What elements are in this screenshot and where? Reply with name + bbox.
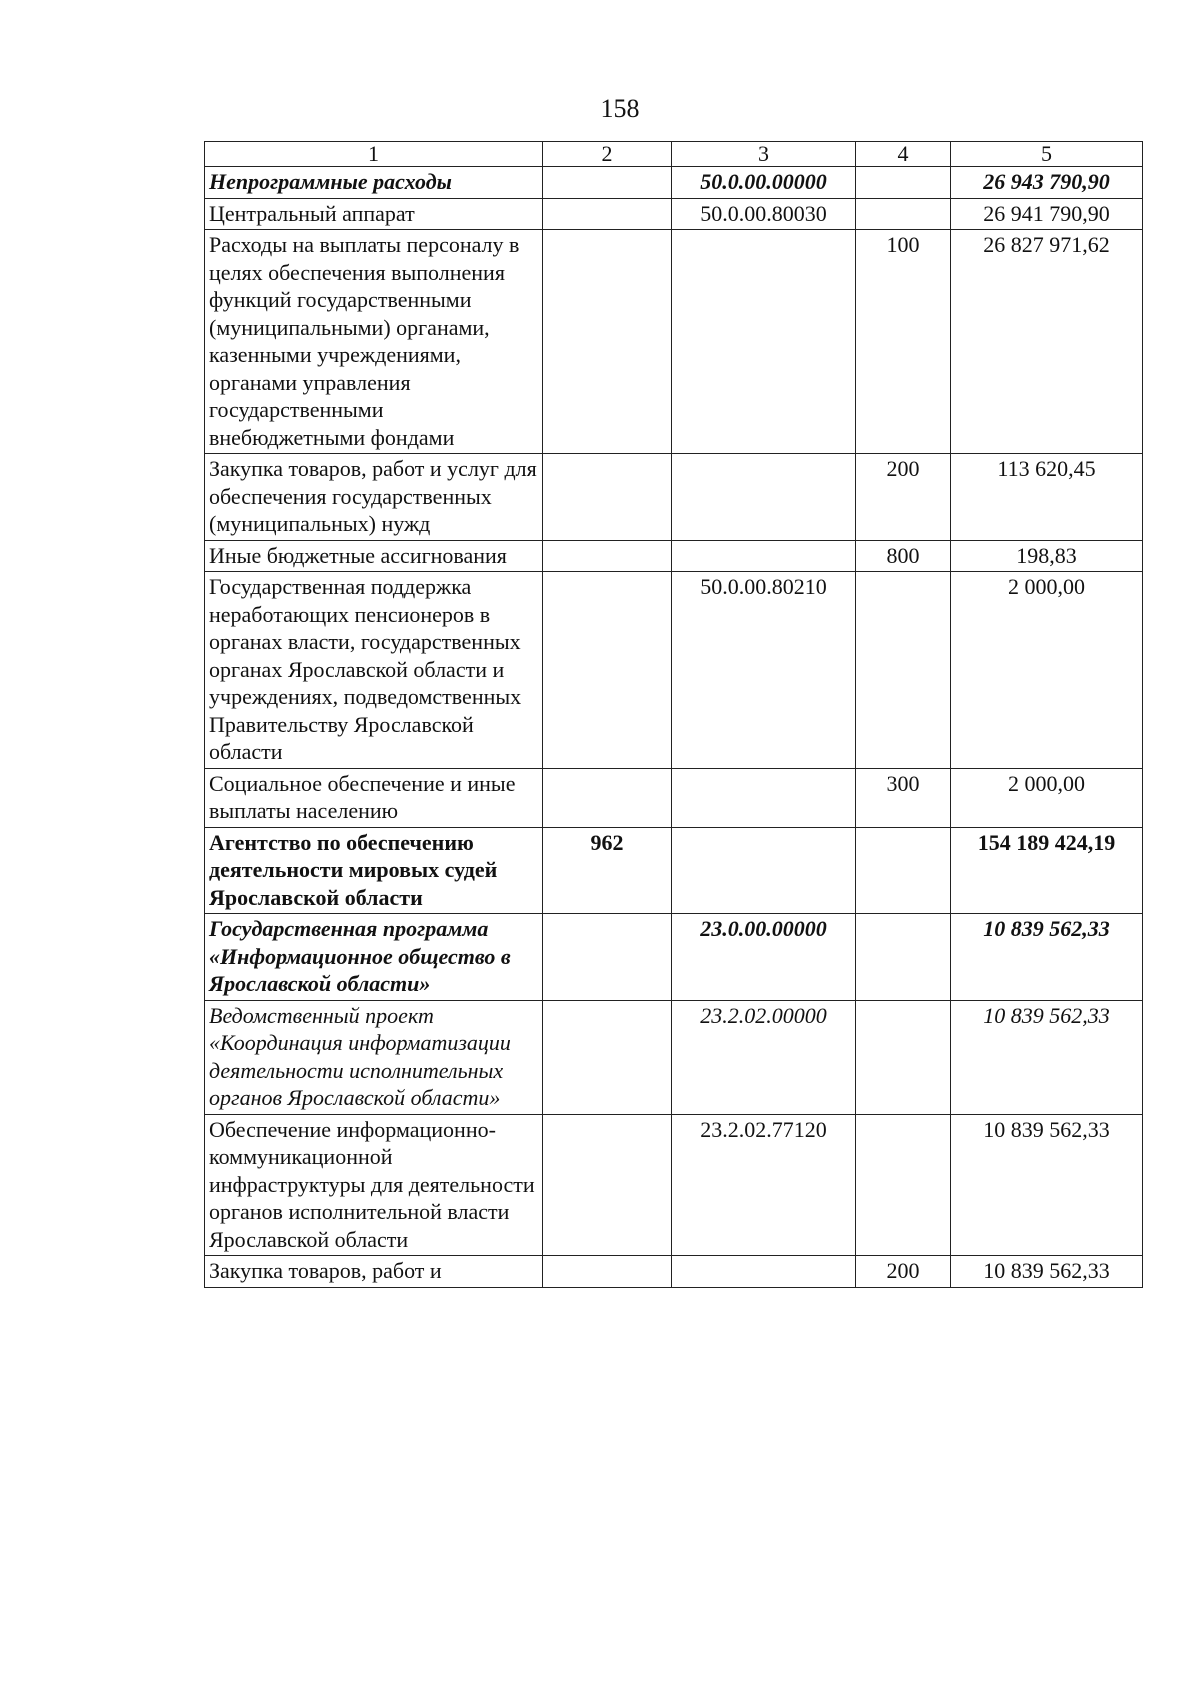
row-target-code-cell: 50.0.00.80210 (672, 572, 856, 769)
row-dept-code-cell (543, 230, 672, 454)
row-dept-code-cell: 962 (543, 827, 672, 914)
row-target-code-cell: 23.0.00.00000 (672, 914, 856, 1001)
row-amount-cell: 154 189 424,19 (951, 827, 1143, 914)
column-number-1: 1 (205, 142, 543, 167)
row-target-code-cell (672, 1256, 856, 1288)
column-number-row (205, 142, 1143, 167)
row-target-code-cell: 23.2.02.77120 (672, 1114, 856, 1256)
row-amount-cell: 10 839 562,33 (951, 1000, 1143, 1114)
table-row (205, 1000, 1143, 1114)
row-expense-type-cell: 100 (856, 230, 951, 454)
row-target-code-cell (672, 540, 856, 572)
table-row (205, 198, 1143, 230)
row-name-cell: Иные бюджетные ассигнования (205, 540, 543, 572)
row-amount-cell: 26 943 790,90 (951, 167, 1143, 199)
row-name-cell: Социальное обеспечение и иные выплаты населению (205, 768, 543, 827)
row-expense-type-cell: 800 (856, 540, 951, 572)
row-amount-cell: 10 839 562,33 (951, 914, 1143, 1001)
table-row (205, 1114, 1143, 1256)
row-dept-code-cell (543, 167, 672, 199)
table-row (205, 540, 1143, 572)
table-row (205, 1256, 1143, 1288)
row-name-cell: Центральный аппарат (205, 198, 543, 230)
row-expense-type-cell (856, 1000, 951, 1114)
table-row (205, 454, 1143, 541)
row-target-code-cell: 23.2.02.00000 (672, 1000, 856, 1114)
column-number-2: 2 (543, 142, 672, 167)
row-dept-code-cell (543, 1256, 672, 1288)
row-dept-code-cell (543, 454, 672, 541)
table-row (205, 914, 1143, 1001)
row-name-cell: Государственная поддержка неработающих пенсионеров в органах власти, государственных органах Ярославской области и учреждениях, подведомственных Правительству Ярославской области (205, 572, 543, 769)
column-number-5: 5 (951, 142, 1143, 167)
column-number-4: 4 (856, 142, 951, 167)
row-dept-code-cell (543, 540, 672, 572)
row-expense-type-cell (856, 827, 951, 914)
row-name-cell: Закупка товаров, работ и (205, 1256, 543, 1288)
table-row (205, 230, 1143, 454)
row-name-cell: Расходы на выплаты персоналу в целях обеспечения выполнения функций государственными (муниципальными) органами, казенными учреждениями, органами управления государственными внебюджетными фондами (205, 230, 543, 454)
row-name-cell: Государственная программа «Информационное общество в Ярославской области» (205, 914, 543, 1001)
row-dept-code-cell (543, 914, 672, 1001)
row-target-code-cell (672, 768, 856, 827)
row-amount-cell: 2 000,00 (951, 572, 1143, 769)
row-name-cell: Обеспечение информационно-коммуникационной инфраструктуры для деятельности органов исполнительной власти Ярославской области (205, 1114, 543, 1256)
table-row (205, 768, 1143, 827)
row-target-code-cell: 50.0.00.00000 (672, 167, 856, 199)
budget-table (204, 141, 1143, 1288)
row-name-cell: Закупка товаров, работ и услуг для обеспечения государственных (муниципальных) нужд (205, 454, 543, 541)
row-amount-cell: 113 620,45 (951, 454, 1143, 541)
row-expense-type-cell (856, 1114, 951, 1256)
row-expense-type-cell (856, 572, 951, 769)
row-expense-type-cell: 300 (856, 768, 951, 827)
table-row (205, 167, 1143, 199)
column-number-3: 3 (672, 142, 856, 167)
row-expense-type-cell (856, 198, 951, 230)
row-dept-code-cell (543, 1114, 672, 1256)
table-row (205, 827, 1143, 914)
row-expense-type-cell (856, 914, 951, 1001)
row-target-code-cell (672, 454, 856, 541)
page-number: 158 (600, 94, 640, 123)
row-dept-code-cell (543, 768, 672, 827)
row-expense-type-cell (856, 167, 951, 199)
row-name-cell: Агентство по обеспечению деятельности мировых судей Ярославской области (205, 827, 543, 914)
row-expense-type-cell: 200 (856, 454, 951, 541)
row-amount-cell: 26 827 971,62 (951, 230, 1143, 454)
table-row (205, 572, 1143, 769)
row-expense-type-cell: 200 (856, 1256, 951, 1288)
row-amount-cell: 2 000,00 (951, 768, 1143, 827)
row-amount-cell: 198,83 (951, 540, 1143, 572)
row-target-code-cell (672, 230, 856, 454)
row-amount-cell: 10 839 562,33 (951, 1256, 1143, 1288)
row-amount-cell: 26 941 790,90 (951, 198, 1143, 230)
row-target-code-cell (672, 827, 856, 914)
budget-table-body (205, 142, 1143, 1288)
row-dept-code-cell (543, 198, 672, 230)
row-dept-code-cell (543, 572, 672, 769)
row-name-cell: Ведомственный проект «Координация информатизации деятельности исполнительных органов Ярославской области» (205, 1000, 543, 1114)
row-dept-code-cell (543, 1000, 672, 1114)
row-target-code-cell: 50.0.00.80030 (672, 198, 856, 230)
row-amount-cell: 10 839 562,33 (951, 1114, 1143, 1256)
row-name-cell: Непрограммные расходы (205, 167, 543, 199)
